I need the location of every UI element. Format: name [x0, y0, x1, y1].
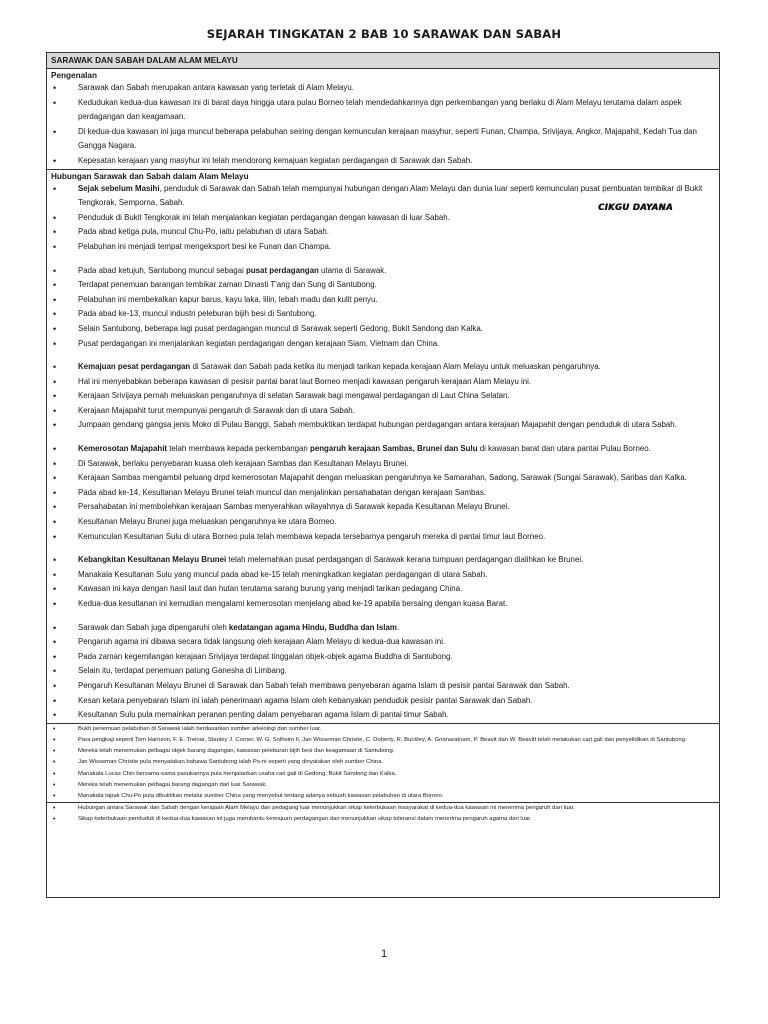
list-item: • Sikap keterbukaan penduduk di kedua-dua kawasan ini juga membantu kemajuan perdagangan dan menunjukkan sikap toleransi dalam menerima pengaruh agama dari luar.	[47, 814, 719, 825]
item-text: di Sarawak dan Sabah pada ketika itu menjadi tarikan kepada kerajaan Alam Melayu untuk meluaskan pengaruhnya.	[190, 362, 601, 372]
bukti-list	[47, 724, 719, 802]
notes-table	[46, 52, 720, 898]
list-item: • Kesultanan Sulu pula memainkan peranan penting dalam penyebaran agama Islam di pantai timur Sabah.	[47, 708, 719, 723]
intro-list	[47, 81, 719, 169]
list-item: • Penduduk di Bukit Tengkorak ini telah menjalankan kegiatan perdagangan dengan kawasan di luar Sabah.	[47, 211, 719, 226]
list-item: • Manakala Kesultanan Sulu yang muncul pada abad ke-15 telah meningkatkan kegiatan perdagangan di utara Sabah.	[47, 568, 719, 583]
list-item: • Hal ini menyebabkan beberapa kawasan di pesisir pantai barat laut Borneo menjadi kawasan pengaruh kerajaan Alam Melayu ini.	[47, 375, 719, 390]
hubungan-heading: Hubungan Sarawak dan Sabah dalam Alam Melayu	[51, 171, 249, 181]
list-item: • Kerajaan Srivijaya pernah meluaskan pengaruhnya di selatan Sarawak bagi mengawal perdagangan di Laut China Selatan.	[47, 389, 719, 404]
sikap-section	[47, 803, 719, 825]
item-text: .	[396, 622, 400, 632]
list-item: • Mereka telah menemukan pelbagai objek barang dagangan, kawasan peleburan bijih besi dan keagamaan di Santubong.	[47, 746, 719, 757]
bukti-section	[47, 724, 719, 803]
list-item: • Mereka telah menemukan pelbagai barang dagangan dari luar Sarawak.	[47, 780, 719, 791]
item-text: , penduduk di Sarawak dan Sabah telah mempunyai hubungan dengan Alam Melayu dan dunia luar seperti kemunculan pusat pembuatan tembikar di Bukit Tengkorak, Semporna, Sabah.	[78, 183, 703, 208]
sikap-list	[47, 803, 719, 825]
list-item	[47, 360, 719, 375]
list-item: • Kedudukan kedua-dua kawasan ini di barat daya hingga utara pulau Borneo telah mendedahkannya dgn perkembangan yang berlaku di Alam Melayu terutama dalam aspek perdagangan dan keagamaan.	[47, 96, 719, 125]
page-number: 1	[380, 948, 388, 960]
item-text: telah melemahkan pusat perdagangan di Sarawak kerana tumpuan perdagangan dialihkan ke Brunei.	[226, 555, 584, 565]
list-item: • Hubungan antara Sarawak dan Sabah dengan kerajaan Alam Melayu dan pedagang luar menunjukkan sikap keterbukaan masyarakat di kedua-dua kawasan ini menerima pengaruh dari luar.	[47, 803, 719, 814]
item-text: Pada abad ketujuh, Santubong muncul sebagai	[78, 265, 247, 275]
list-item: • Pada abad ketiga pula, muncul Chu-Po, iaitu pelabuhan di utara Sabah.	[47, 225, 719, 240]
intro-heading: Pengenalan	[51, 71, 97, 80]
list-item: • Pada zaman kegemilangan kerajaan Srivijaya terdapat tinggalan objek-objek agama Buddha di Santubong.	[47, 650, 719, 665]
list-item: • Pada abad ke-13, muncul industri peleburan bijih besi di Santubong.	[47, 307, 719, 322]
item-text: utama di Sarawak.	[318, 265, 387, 275]
item-text: di kawasan barat dan utara pantai Pulau Borneo.	[477, 444, 651, 454]
list-item: • Pelabuhan ini membekalkan kapur barus, kayu laka, lilin, lebah madu dan kulit penyu.	[47, 293, 719, 308]
list-item: • Kepesatan kerajaan yang masyhur ini telah mendorong kemajuan kegiatan perdagangan di Sarawak dan Sabah.	[47, 154, 719, 169]
list-item: • Kawasan ini kaya dengan hasil laut dan hutan terutama sarang burung yang menjadi tarikan pedagang China.	[47, 582, 719, 597]
list-item: • Di Sarawak, berlaku penyebaran kuasa oleh kerajaan Sambas dan Kesultanan Melayu Brunei.	[47, 457, 719, 472]
list-item: • Jan Wisseman Christie pula menyatakan bahawa Santubong ialah Po-ni seperti yang dinyatakan oleh sumber China.	[47, 757, 719, 768]
list-item: • Kedua-dua kesultanan ini kemudian mengalami kemerosotan menjelang abad ke-19 apabila bersaing dengan kuasa Barat.	[47, 597, 719, 612]
list-item: • Pengaruh agama ini dibawa secara tidak langsung oleh kerajaan Alam Melayu di kedua-dua kawasan ini.	[47, 635, 719, 650]
list-item	[47, 264, 719, 279]
list-item: • Bukti penemuan pelabuhan di Sarawak ialah berdasarkan sumber arkeologi dan sumber luar.	[47, 724, 719, 735]
list-item: • Manakala tapak Chu-Po pula dibuktikan melalui sumber China yang menyebut tentang adanya sebuah kawasan pelabuhan di utara Borneo.	[47, 791, 719, 802]
list-item: • Manakala Lucas Chin bersama-sama pasukannya pula menjalankan usaha cari gali di Gedong, Bukit Sandong dan Kalka.	[47, 769, 719, 780]
list-item: • Jumpaan gendang gangsa jenis Moko di Pulau Banggi, Sabah membuktikan terdapat hubungan perdagangan antara kerajaan Majapahit dengan penduduk di utara Sabah.	[47, 418, 719, 433]
list-item: • Kesan ketara penyebaran Islam ini ialah penerimaan agama Islam oleh kebanyakan penduduk pesisir pantai Sarawak dan Sabah.	[47, 694, 719, 709]
list-item: • Para pengkaji seperti Tom Harrison, F. E. Treloar, Stanley J. Corner, W. G. Solheim II, Jan Wisseman Christie, C. Doherty, R. Buckley, A. Gnanaratnam, P. Beavit dan W. Beavitt telah melakukan cari gali dan penyelidikan di Santubong.	[47, 735, 719, 746]
item-text: telah membawa kepada perkembangan	[167, 444, 311, 454]
section-heading: SARAWAK DAN SABAH DALAM ALAM MELAYU	[47, 53, 719, 69]
author-stamp: CIKGU DAYANA	[598, 203, 673, 213]
list-item: • Di kedua-dua kawasan ini juga muncul beberapa pelabuhan seiring dengan kemunculan kerajaan masyhur, seperti Funan, Champa, Srivijaya, Angkor, Majapahit, Kedah Tua dan Gangga Nagara.	[47, 125, 719, 154]
list-item: • Kesultanan Melayu Brunei juga meluaskan pengaruhnya ke utara Borneo.	[47, 515, 719, 530]
list-item: • Sarawak dan Sabah merupakan antara kawasan yang terletak di Alam Melayu.	[47, 81, 719, 96]
list-item: • Kerajaan Majapahit turut mempunyai pengaruh di Sarawak dan di utara Sabah.	[47, 404, 719, 419]
list-item: • Pada abad ke-14, Kesultanan Melayu Brunei telah muncul dan menjalinkan persahabatan dengan kerajaan Sambas.	[47, 486, 719, 501]
hubungan-list	[47, 182, 719, 723]
list-item: • Terdapat penemuan barangan tembikar zaman Dinasti T'ang dan Sung di Santubong.	[47, 278, 719, 293]
document-title: SEJARAH TINGKATAN 2 BAB 10 SARAWAK DAN SABAH	[206, 27, 562, 41]
bold-phrase: Kemerosotan Majapahit	[78, 444, 168, 454]
item-text: Sarawak dan Sabah juga dipengaruhi oleh	[78, 622, 229, 632]
intro-section	[47, 69, 719, 170]
list-item: • Selain itu, terdapat penemuan patung Ganesha di Limbang.	[47, 664, 719, 679]
list-item: • Pusat perdagangan ini menjalankan kegiatan perdagangan dengan kerajaan Siam, Vietnam dan China.	[47, 337, 719, 352]
list-item: • Pengaruh Kesultanan Melayu Brunei di Sarawak dan Sabah telah membawa penyebaran agama Islam di pesisir pantai Sarawak dan Sabah.	[47, 679, 719, 694]
bold-phrase: Sejak sebelum Masihi	[78, 183, 160, 193]
bold-phrase: pengaruh kerajaan Sambas, Brunei dan Sulu	[310, 444, 478, 454]
bold-phrase: Kemajuan pesat perdagangan	[78, 362, 191, 372]
list-item: • Persahabatan ini membolehkan kerajaan Sambas menyerahkan wilayahnya di Sarawak kepada Kesultanan Melayu Brunei.	[47, 500, 719, 515]
list-item	[47, 553, 719, 568]
list-item	[47, 442, 719, 457]
list-item: • Kemunculan Kesultanan Sulu di utara Borneo pula telah membawa kepada tersebarnya pengaruh mereka di pantai timur laut Borneo.	[47, 530, 719, 545]
list-item	[47, 621, 719, 636]
list-item: • Kerajaan Sambas mengambil peluang drpd kemerosotan Majapahit dengan meluaskan pengaruhnya ke Samarahan, Sadong, Sarawak (Sungai Sarawak), Saribas dan Kalka.	[47, 471, 719, 486]
hubungan-section	[47, 170, 719, 724]
list-item: • Pelabuhan ini menjadi tempat mengeksport besi ke Funan dan Champa.	[47, 240, 719, 255]
bold-phrase: kedatangan agama Hindu, Buddha dan Islam	[228, 622, 397, 632]
bold-phrase: pusat perdagangan	[246, 265, 319, 275]
bold-phrase: Kebangkitan Kesultanan Melayu Brunei	[78, 555, 227, 565]
list-item: • Selain Santubong, beberapa lagi pusat perdagangan muncul di Sarawak seperti Gedong, Bukit Sandong dan Kalka.	[47, 322, 719, 337]
